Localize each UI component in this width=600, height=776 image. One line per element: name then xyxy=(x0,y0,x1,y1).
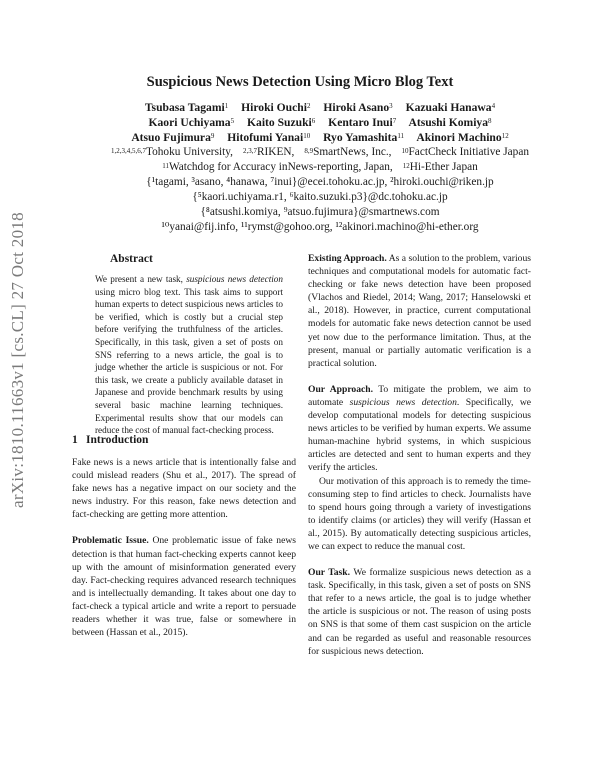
author-affil-mark: 10 xyxy=(303,132,311,140)
affil-mark: 10 xyxy=(401,147,409,155)
affiliation: Hi-Ether Japan xyxy=(409,161,478,173)
abstract-body xyxy=(95,273,283,437)
abstract-emphasis: suspicious news detection xyxy=(186,274,283,284)
left-column-body xyxy=(72,456,296,639)
author-name: Ryo Yamashita xyxy=(323,131,398,144)
section-title: Introduction xyxy=(86,434,149,446)
author-row-1 xyxy=(40,100,600,115)
author-name: Hiroki Asano xyxy=(323,101,390,114)
section-heading-introduction xyxy=(72,434,148,446)
arxiv-id: arXiv:1810.11663v1 [cs.CL] 27 Oct 2018 xyxy=(8,212,27,508)
affiliation: RIKEN, xyxy=(256,146,295,158)
author-name: Atsuo Fujimura xyxy=(131,131,211,144)
affil-mark: 11 xyxy=(162,162,169,170)
author-row-3 xyxy=(40,130,600,145)
paragraph: Fake news is a news article that is intentionally false and could mislead readers (Shu et al., 2017). The spread of fake news has a negative impact on our society and the news industry. For this reason, fake news detection and fact-checking are getting more attention. xyxy=(72,457,296,521)
paragraph-text: One problematic issue of fake news detection is that human fact-checking experts cannot keep up with the amount of misinformation generated every day. Fact-checking requires advanced research techniques and is intellectually demanding. It takes about one day to fact-check a typical article and write a report to persuade readers whether it was true, false or somewhere in between (Hassan et al., 2015). xyxy=(72,535,297,639)
author-name: Kentaro Inui xyxy=(328,116,393,129)
paragraph xyxy=(308,566,531,658)
paragraph-text: We formalize suspicious news detection as a task. Specifically, in this task, given a set of posts on SNS that refer to a news article, the goal is to judge whether the article is suspicious or not. The reason of using posts on SNS is that some of them cast suspicion on the article and can be regarded as useful and reasonable resources for suspicious news detection. xyxy=(308,567,532,657)
author-affil-mark: 2 xyxy=(306,102,311,110)
affil-mark: 1,2,3,4,5,6,7 xyxy=(111,147,147,155)
abstract-text: using micro blog text. This task aims to support human experts to detect suspicious news articles to be verified, which is costly but a crucial step before verifying the truthfulness of the articles. Specifically, in this task, given a set of posts on SNS referring to a news article, the goal is to judge whether the article is suspicious or not. For this task, we create a publicly available dataset in Japanese and provide benchmark results by using several basic machine learning techniques. Experimental results show that our models can reduce the cost of manual fact-checking process. xyxy=(95,286,283,436)
author-name: Tsubasa Tagami xyxy=(144,101,225,114)
author-row-2 xyxy=(40,115,600,130)
author-affil-mark: 6 xyxy=(311,117,316,125)
author-name: Kaito Suzuki xyxy=(247,116,312,129)
paper-title: Suspicious News Detection Using Micro Blog Text xyxy=(146,74,454,90)
email-line-3: {⁸atsushi.komiya, ⁹atsuo.fujimura}@smartnews.com xyxy=(200,206,440,218)
author-affil-mark: 5 xyxy=(230,117,235,125)
author-affil-mark: 8 xyxy=(488,117,492,125)
paragraph-emphasis: suspicious news detection xyxy=(349,396,457,408)
author-affil-mark: 1 xyxy=(224,102,229,110)
author-name: Hitofumi Yanai xyxy=(227,131,304,144)
author-affil-mark: 4 xyxy=(491,102,496,110)
paragraph-label: Existing Approach. xyxy=(308,253,387,264)
affil-mark: 8,9 xyxy=(304,147,314,155)
author-name: Kaori Uchiyama xyxy=(148,116,231,129)
author-name: Kazuaki Hanawa xyxy=(405,101,492,114)
paragraph-label: Our Approach. xyxy=(308,383,373,395)
email-line-2: {⁵kaori.uchiyama.r1, ⁶kaito.suzuki.p3}@dc.tohoku.ac.jp xyxy=(192,191,448,203)
arxiv-watermark xyxy=(5,150,31,570)
paragraph xyxy=(308,252,531,370)
paragraph xyxy=(308,383,531,475)
affiliation: Tohoku University, xyxy=(146,146,233,158)
affiliation-line-2 xyxy=(40,160,600,175)
affil-mark: 12 xyxy=(402,162,410,170)
author-name: Akinori Machino xyxy=(416,131,502,144)
affiliation: FactCheck Initiative Japan xyxy=(408,146,529,158)
abstract-text: We present a new task, xyxy=(95,274,187,284)
author-affil-mark: 3 xyxy=(389,102,393,110)
author-affil-mark: 7 xyxy=(392,117,397,125)
right-column-body xyxy=(308,252,531,658)
section-number: 1 xyxy=(72,434,78,446)
paragraph-label: Our Task. xyxy=(308,567,351,579)
author-name: Hiroki Ouchi xyxy=(241,101,307,114)
paragraph-text: To mitigate the problem, we aim to automate xyxy=(308,383,531,408)
author-affil-mark: 12 xyxy=(501,132,509,140)
email-line-1: {¹tagami, ³asano, ⁴hanawa, ⁷inui}@ecei.tohoku.ac.jp, ²hiroki.ouchi@riken.jp xyxy=(146,176,494,188)
paragraph: Our motivation of this approach is to remedy the time-consuming step to find articles to check. Journalists have to spend hours going through a variety of investigations to identify claims (or articles) they will verify (Hassan et al., 2015). By automatically detecting suspicious articles, we can expect to reduce the manual cost. xyxy=(308,475,531,552)
affiliation: Watchdog for Accuracy inNews-reporting, Japan, xyxy=(168,161,393,173)
affil-mark: 2,3,7 xyxy=(242,147,257,155)
abstract-heading: Abstract xyxy=(110,253,153,265)
paragraph xyxy=(72,534,296,639)
affiliation: SmartNews, Inc., xyxy=(313,146,392,158)
paragraph-label: Problematic Issue. xyxy=(72,535,149,547)
paragraph-text: . Specifically, we develop computational models for detecting suspicious news articles to be verified by human experts. We assume human-machine hybrid systems, in which suspicious articles are detected and sent to human experts and they verify the articles. xyxy=(308,396,532,474)
author-affil-mark: 11 xyxy=(397,132,405,140)
author-affil-mark: 9 xyxy=(210,132,215,140)
affiliation-line-1 xyxy=(40,145,600,160)
author-name: Atsushi Komiya xyxy=(408,116,489,129)
email-line-4: ¹⁰yanai@fij.info, ¹¹rymst@gohoo.org, ¹²akinori.machino@hi-ether.org xyxy=(161,221,479,233)
paragraph-text: As a solution to the problem, various techniques and computational models for automatic fact-checking or fake news detection have been proposed (Vlachos and Riedel, 2014; Wang, 2017; Hanselowski et al., 2018). However, in practice, current computational models for automatic fake news detection cannot be used yet now due to the performance limitation. Thus, at the present, manual or partially automatic verification is a practical solution. xyxy=(308,253,531,369)
